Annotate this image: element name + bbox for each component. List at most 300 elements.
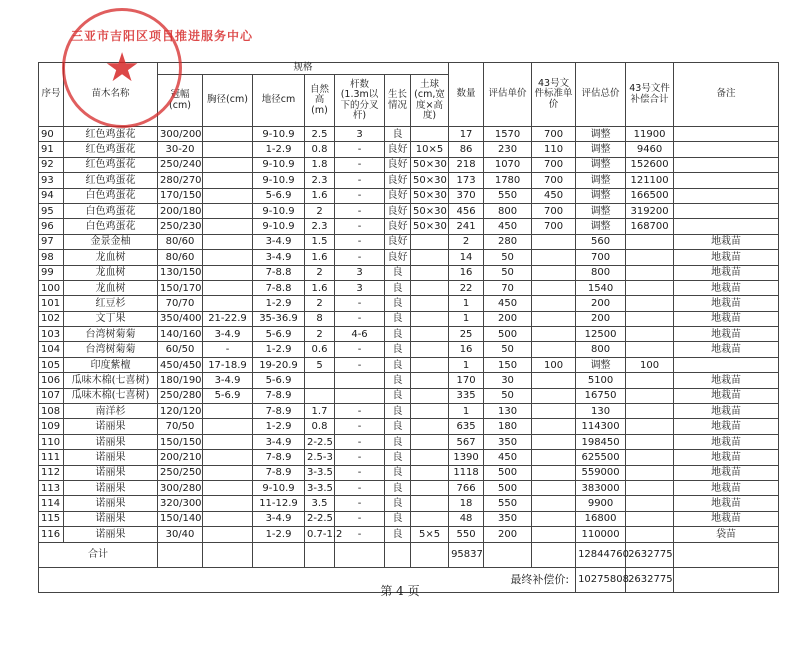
cell-note: 地栽苗	[674, 311, 779, 326]
cell-dbh	[203, 434, 253, 449]
cell-std-price	[532, 342, 576, 357]
cell-crown: 200/210	[158, 450, 203, 465]
cell-std-price: 700	[532, 219, 576, 234]
cell-height: 3.5	[305, 496, 335, 511]
final-label: 最终补偿价:	[39, 567, 576, 592]
header-dbh: 胸径(cm)	[203, 75, 253, 127]
cell-comp-total: 11900	[626, 127, 674, 142]
cell-std-price: 450	[532, 188, 576, 203]
cell-branches: -	[335, 142, 385, 157]
cell-std-price: 700	[532, 157, 576, 172]
cell-base: 1-2.9	[253, 142, 305, 157]
cell-dbh	[203, 219, 253, 234]
cell-name: 白色鸡蛋花	[64, 219, 158, 234]
cell-note	[674, 157, 779, 172]
cell-qty: 86	[449, 142, 484, 157]
cell-unit-price: 50	[484, 342, 532, 357]
cell-std-price	[532, 404, 576, 419]
cell-seq: 114	[39, 496, 64, 511]
cell-name: 龙血树	[64, 250, 158, 265]
cell-height: 0.6	[305, 342, 335, 357]
cell-seq: 111	[39, 450, 64, 465]
cell-base: 1-2.9	[253, 296, 305, 311]
cell-crown: 250/280	[158, 388, 203, 403]
cell-qty: 456	[449, 203, 484, 218]
cell-seq: 96	[39, 219, 64, 234]
cell-std-price: 100	[532, 357, 576, 372]
cell-comp-total	[626, 327, 674, 342]
cell-unit-price: 350	[484, 511, 532, 526]
cell-seq: 91	[39, 142, 64, 157]
cell-height: 3-3.5	[305, 465, 335, 480]
cell-total: 383000	[576, 480, 626, 495]
cell-dbh	[203, 511, 253, 526]
cell-note: 地栽苗	[674, 404, 779, 419]
cell-base: 19-20.9	[253, 357, 305, 372]
cell-unit-price: 550	[484, 496, 532, 511]
cell-comp-total	[626, 404, 674, 419]
cell-growth: 良好	[385, 234, 411, 249]
cell-total: 调整	[576, 188, 626, 203]
cell-base: 7-8.9	[253, 465, 305, 480]
cell-comp-total: 100	[626, 357, 674, 372]
cell-note	[674, 142, 779, 157]
cell-soil	[411, 250, 449, 265]
table-row	[39, 327, 779, 342]
cell-note: 地栽苗	[674, 280, 779, 295]
cell-growth: 良	[385, 265, 411, 280]
cell-comp-total: 319200	[626, 203, 674, 218]
cell-soil: 50×30	[411, 188, 449, 203]
cell-branches: -	[335, 419, 385, 434]
cell-note: 地栽苗	[674, 450, 779, 465]
cell-comp-total	[626, 511, 674, 526]
cell-crown: 300/200	[158, 127, 203, 142]
cell-total: 700	[576, 250, 626, 265]
cell-total: 调整	[576, 142, 626, 157]
cell-branches	[335, 388, 385, 403]
cell-qty: 16	[449, 342, 484, 357]
cell-growth: 良	[385, 327, 411, 342]
cell-name: 诺丽果	[64, 511, 158, 526]
cell-dbh: -	[203, 342, 253, 357]
table-row	[39, 157, 779, 172]
cell-name: 文丁果	[64, 311, 158, 326]
cell-comp-total: 121100	[626, 173, 674, 188]
cell-name: 诺丽果	[64, 434, 158, 449]
header-std-price: 43号文件标准单价	[532, 63, 576, 127]
cell-soil	[411, 296, 449, 311]
cell-seq: 98	[39, 250, 64, 265]
cell-note	[674, 127, 779, 142]
cell-soil	[411, 311, 449, 326]
cell-seq: 106	[39, 373, 64, 388]
cell-height: 5	[305, 357, 335, 372]
cell-height: 1.6	[305, 250, 335, 265]
cell-total: 16800	[576, 511, 626, 526]
cell-qty: 1118	[449, 465, 484, 480]
cell-dbh	[203, 480, 253, 495]
cell-name: 诺丽果	[64, 419, 158, 434]
cell-crown: 200/180	[158, 203, 203, 218]
header-growth: 生长情况	[385, 75, 411, 127]
cell-branches: -	[335, 511, 385, 526]
cell-soil	[411, 404, 449, 419]
cell-std-price	[532, 311, 576, 326]
cell-crown: 70/50	[158, 419, 203, 434]
cell-std-price: 700	[532, 173, 576, 188]
cell-dbh	[203, 265, 253, 280]
cell-unit-price: 1780	[484, 173, 532, 188]
cell-unit-price: 180	[484, 419, 532, 434]
cell-total: 调整	[576, 357, 626, 372]
cell-soil	[411, 450, 449, 465]
cell-crown: 450/450	[158, 357, 203, 372]
cell-branches: 3	[335, 280, 385, 295]
cell-comp-total	[626, 434, 674, 449]
table-row	[39, 127, 779, 142]
table-row	[39, 434, 779, 449]
cell-crown: 250/250	[158, 465, 203, 480]
cell-unit-price: 200	[484, 527, 532, 542]
cell-dbh	[203, 250, 253, 265]
cell-base: 3-4.9	[253, 250, 305, 265]
header-name: 苗木名称	[64, 63, 158, 127]
cell-total: 200	[576, 296, 626, 311]
cell-growth: 良	[385, 357, 411, 372]
cell-comp-total	[626, 311, 674, 326]
cell-seq: 101	[39, 296, 64, 311]
cell-unit-price: 500	[484, 480, 532, 495]
header-soil: 土球(cm,宽度×高度)	[411, 75, 449, 127]
cell-total: 200	[576, 311, 626, 326]
cell-dbh	[203, 419, 253, 434]
cell-comp-total	[626, 265, 674, 280]
cell-qty: 2	[449, 234, 484, 249]
cell-note: 地栽苗	[674, 373, 779, 388]
total-label: 合计	[39, 542, 158, 567]
cell-branches: -	[335, 404, 385, 419]
cell-total: 9900	[576, 496, 626, 511]
total-qty: 95837	[449, 542, 484, 567]
header-comp-total: 43号文件补偿合计	[626, 63, 674, 127]
cell-seq: 107	[39, 388, 64, 403]
cell-branches: 3	[335, 265, 385, 280]
cell-total: 800	[576, 342, 626, 357]
total-row	[39, 542, 779, 567]
cell-base: 9-10.9	[253, 219, 305, 234]
cell-crown: 300/280	[158, 480, 203, 495]
cell-std-price: 700	[532, 127, 576, 142]
cell-growth: 良	[385, 127, 411, 142]
seal-text: 三亚市吉阳区项目推进服务中心	[71, 29, 254, 43]
cell-comp-total	[626, 527, 674, 542]
header-crown: 冠幅(cm)	[158, 75, 203, 127]
cell-name: 台湾树菊菊	[64, 327, 158, 342]
nursery-compensation-table	[38, 62, 779, 593]
cell-qty: 766	[449, 480, 484, 495]
cell-qty: 18	[449, 496, 484, 511]
cell-comp-total	[626, 480, 674, 495]
cell-qty: 16	[449, 265, 484, 280]
cell-base: 9-10.9	[253, 203, 305, 218]
cell-seq: 99	[39, 265, 64, 280]
cell-branches: -	[335, 203, 385, 218]
cell-growth: 良	[385, 280, 411, 295]
cell-dbh	[203, 404, 253, 419]
cell-soil	[411, 388, 449, 403]
cell-growth: 良好	[385, 173, 411, 188]
cell-crown: 250/230	[158, 219, 203, 234]
cell-qty: 550	[449, 527, 484, 542]
cell-height: 2.5	[305, 127, 335, 142]
cell-crown: 280/270	[158, 173, 203, 188]
cell-total: 130	[576, 404, 626, 419]
cell-base: 35-36.9	[253, 311, 305, 326]
cell-crown: 30-20	[158, 142, 203, 157]
cell-crown: 120/120	[158, 404, 203, 419]
header-unit-price: 评估单价	[484, 63, 532, 127]
cell-total: 625500	[576, 450, 626, 465]
cell-note: 地栽苗	[674, 496, 779, 511]
cell-total: 114300	[576, 419, 626, 434]
cell-note: 地栽苗	[674, 480, 779, 495]
cell-qty: 48	[449, 511, 484, 526]
table-row	[39, 234, 779, 249]
cell-seq: 93	[39, 173, 64, 188]
table-row	[39, 465, 779, 480]
cell-qty: 22	[449, 280, 484, 295]
total-sum: 12844760	[576, 542, 626, 567]
cell-soil	[411, 511, 449, 526]
cell-total: 1540	[576, 280, 626, 295]
table-row	[39, 404, 779, 419]
cell-name: 诺丽果	[64, 450, 158, 465]
cell-total: 5100	[576, 373, 626, 388]
final-total: 10275808	[576, 567, 626, 592]
cell-crown: 140/160	[158, 327, 203, 342]
cell-note	[674, 357, 779, 372]
cell-qty: 1390	[449, 450, 484, 465]
cell-height: 1.7	[305, 404, 335, 419]
cell-note: 地栽苗	[674, 250, 779, 265]
cell-soil	[411, 496, 449, 511]
cell-soil	[411, 480, 449, 495]
cell-seq: 109	[39, 419, 64, 434]
cell-total: 110000	[576, 527, 626, 542]
cell-branches: 3	[335, 127, 385, 142]
cell-comp-total: 9460	[626, 142, 674, 157]
cell-growth: 良	[385, 480, 411, 495]
cell-base: 1-2.9	[253, 527, 305, 542]
cell-std-price: 110	[532, 142, 576, 157]
cell-comp-total	[626, 373, 674, 388]
cell-dbh	[203, 127, 253, 142]
header-total: 评估总价	[576, 63, 626, 127]
cell-branches	[335, 373, 385, 388]
cell-soil: 10×5	[411, 142, 449, 157]
cell-unit-price: 1570	[484, 127, 532, 142]
cell-note: 地栽苗	[674, 434, 779, 449]
cell-soil: 50×30	[411, 203, 449, 218]
cell-name: 红色鸡蛋花	[64, 173, 158, 188]
cell-comp-total	[626, 296, 674, 311]
cell-seq: 112	[39, 465, 64, 480]
cell-comp-total	[626, 450, 674, 465]
cell-crown: 80/60	[158, 234, 203, 249]
cell-comp-total: 168700	[626, 219, 674, 234]
cell-soil	[411, 419, 449, 434]
cell-name: 白色鸡蛋花	[64, 188, 158, 203]
cell-soil	[411, 465, 449, 480]
cell-note: 地栽苗	[674, 511, 779, 526]
cell-soil	[411, 234, 449, 249]
cell-dbh	[203, 142, 253, 157]
cell-note	[674, 219, 779, 234]
cell-dbh	[203, 173, 253, 188]
cell-name: 诺丽果	[64, 496, 158, 511]
cell-comp-total: 166500	[626, 188, 674, 203]
cell-crown: 350/400	[158, 311, 203, 326]
cell-seq: 108	[39, 404, 64, 419]
cell-qty: 370	[449, 188, 484, 203]
seal-star-icon: ★	[104, 45, 140, 91]
cell-growth: 良	[385, 388, 411, 403]
cell-branches: -	[335, 465, 385, 480]
cell-base: 1-2.9	[253, 419, 305, 434]
cell-crown: 170/150	[158, 188, 203, 203]
cell-total: 调整	[576, 219, 626, 234]
cell-qty: 17	[449, 127, 484, 142]
cell-growth: 良好	[385, 219, 411, 234]
cell-name: 红色鸡蛋花	[64, 142, 158, 157]
cell-base: 9-10.9	[253, 480, 305, 495]
cell-height: 2.3	[305, 173, 335, 188]
cell-name: 龙血树	[64, 265, 158, 280]
cell-unit-price: 70	[484, 280, 532, 295]
table-row	[39, 280, 779, 295]
cell-total: 调整	[576, 173, 626, 188]
cell-height: 2	[305, 203, 335, 218]
cell-soil	[411, 280, 449, 295]
table-row	[39, 265, 779, 280]
cell-unit-price: 130	[484, 404, 532, 419]
cell-unit-price: 50	[484, 388, 532, 403]
cell-dbh	[203, 527, 253, 542]
cell-base: 11-12.9	[253, 496, 305, 511]
cell-qty: 335	[449, 388, 484, 403]
cell-base: 7-8.8	[253, 280, 305, 295]
cell-base: 9-10.9	[253, 173, 305, 188]
cell-crown: 320/300	[158, 496, 203, 511]
table-row	[39, 527, 779, 542]
cell-name: 台湾树菊菊	[64, 342, 158, 357]
cell-note: 地栽苗	[674, 265, 779, 280]
cell-branches: -	[335, 527, 385, 542]
cell-crown: 30/40	[158, 527, 203, 542]
cell-name: 印度紫檀	[64, 357, 158, 372]
cell-height: 1.6	[305, 280, 335, 295]
cell-seq: 103	[39, 327, 64, 342]
cell-height: 2.5-3	[305, 450, 335, 465]
cell-note: 地栽苗	[674, 296, 779, 311]
cell-dbh: 5-6.9	[203, 388, 253, 403]
cell-comp-total	[626, 465, 674, 480]
cell-dbh: 3-4.9	[203, 327, 253, 342]
cell-height: 1.8	[305, 157, 335, 172]
cell-height: 0.8	[305, 142, 335, 157]
cell-branches: -	[335, 434, 385, 449]
cell-growth: 良	[385, 527, 411, 542]
cell-soil: 50×30	[411, 219, 449, 234]
cell-note: 地栽苗	[674, 419, 779, 434]
cell-std-price	[532, 296, 576, 311]
page-number: 第 4 页	[380, 584, 420, 598]
table-row	[39, 219, 779, 234]
cell-std-price	[532, 465, 576, 480]
cell-total: 559000	[576, 465, 626, 480]
table-row	[39, 480, 779, 495]
cell-branches: -	[335, 296, 385, 311]
cell-std-price	[532, 434, 576, 449]
cell-height: 2	[305, 265, 335, 280]
cell-growth: 良好	[385, 142, 411, 157]
cell-soil	[411, 127, 449, 142]
table-row	[39, 188, 779, 203]
cell-name: 红色鸡蛋花	[64, 127, 158, 142]
cell-branches: -	[335, 234, 385, 249]
cell-total: 198450	[576, 434, 626, 449]
cell-name: 诺丽果	[64, 480, 158, 495]
header-spec-group: 规格	[158, 63, 449, 75]
cell-soil	[411, 357, 449, 372]
header-seq: 序号	[39, 63, 64, 127]
cell-std-price	[532, 280, 576, 295]
cell-unit-price: 550	[484, 188, 532, 203]
header-base: 地径cm	[253, 75, 305, 127]
cell-total: 800	[576, 265, 626, 280]
table-row	[39, 511, 779, 526]
cell-height: 2-2.5	[305, 434, 335, 449]
cell-dbh	[203, 203, 253, 218]
cell-comp-total: 152600	[626, 157, 674, 172]
cell-qty: 1	[449, 311, 484, 326]
cell-unit-price: 30	[484, 373, 532, 388]
table-row	[39, 357, 779, 372]
cell-seq: 105	[39, 357, 64, 372]
cell-std-price	[532, 450, 576, 465]
cell-name: 诺丽果	[64, 527, 158, 542]
cell-std-price: 700	[532, 203, 576, 218]
cell-note: 地栽苗	[674, 327, 779, 342]
cell-unit-price: 500	[484, 465, 532, 480]
cell-total: 调整	[576, 203, 626, 218]
cell-std-price	[532, 265, 576, 280]
cell-base: 7-8.9	[253, 404, 305, 419]
cell-seq: 115	[39, 511, 64, 526]
cell-seq: 104	[39, 342, 64, 357]
cell-name: 南洋杉	[64, 404, 158, 419]
table-row	[39, 173, 779, 188]
header-note: 备注	[674, 63, 779, 127]
cell-dbh	[203, 465, 253, 480]
table-row	[39, 311, 779, 326]
cell-base: 5-6.9	[253, 373, 305, 388]
cell-unit-price: 1070	[484, 157, 532, 172]
cell-name: 瓜味木棉(七喜树)	[64, 388, 158, 403]
cell-branches: -	[335, 250, 385, 265]
cell-qty: 218	[449, 157, 484, 172]
